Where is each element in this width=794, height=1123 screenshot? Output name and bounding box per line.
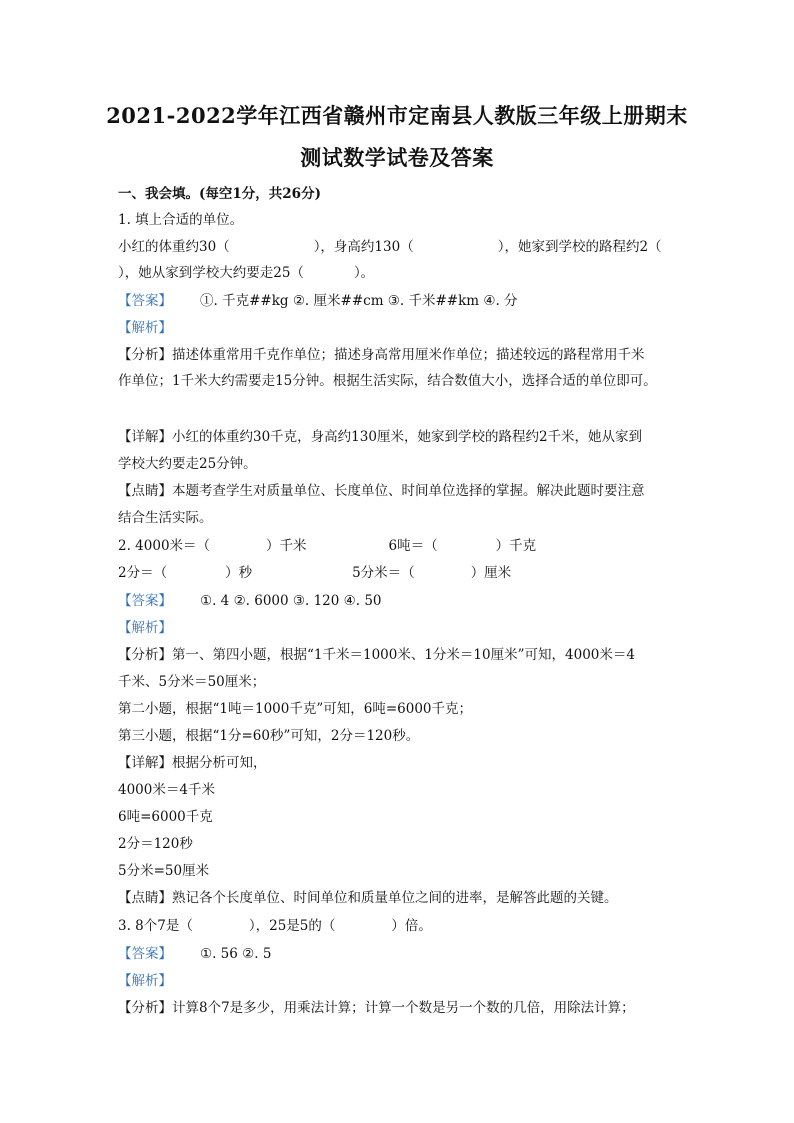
q2-result-2: 6吨=6000千克 <box>118 809 213 825</box>
q3-text: ）倍。 <box>391 918 432 934</box>
q1-analysis-line-1: 【分析】描述体重常用千克作单位；描述身高常用厘米作单位；描述较远的路程常用千米 <box>118 347 645 363</box>
q1-text: ），她从家到学校大约要走25（ <box>118 265 304 281</box>
document-title-line-2: 测试数学试卷及答案 <box>300 145 494 170</box>
q2-text: ）千克 <box>495 538 537 554</box>
q2-text: 5分米＝（ <box>352 565 415 581</box>
q1-line-2 <box>118 261 374 281</box>
analysis-tag: 【解析】 <box>118 973 172 989</box>
q3-text: 3. 8个7是（ <box>118 918 193 934</box>
q2-text: 6吨＝（ <box>388 538 438 554</box>
q1-detail-line-2: 学校大约要走25分钟。 <box>118 456 257 472</box>
q1-text: ），身高约130（ <box>313 239 414 255</box>
q2-result-3: 2分＝120秒 <box>118 836 193 852</box>
analysis-tag: 【解析】 <box>118 620 172 636</box>
q1-answer-row <box>118 289 518 309</box>
q1-detail-line-1: 【详解】小红的体重约30千克，身高约130厘米，她家到学校的路程约2千米，她从家到 <box>118 429 643 445</box>
q2-text: ）秒 <box>225 565 253 581</box>
q2-detail-heading: 【详解】根据分析可知， <box>118 755 267 771</box>
q2-text: ）千米 <box>266 538 307 554</box>
q1-comment-line-2: 结合生活实际。 <box>118 510 213 526</box>
q1-line-1 <box>118 235 662 255</box>
q1-analysis-line-2: 作单位；1千米大约需要走15分钟。根据生活实际，结合数值大小，选择合适的单位即可。 <box>118 373 657 389</box>
q3-text: ），25是5的（ <box>248 918 336 934</box>
section-heading: 一、我会填。(每空1分，共26分) <box>118 186 321 202</box>
q2-analysis-line-3: 第二小题，根据“1吨＝1000千克”可知，6吨=6000千克； <box>118 701 473 717</box>
q2-text: 2分＝（ <box>118 565 168 581</box>
q2-result-1: 4000米＝4千米 <box>118 782 215 798</box>
q1-stem: 1. 填上合适的单位。 <box>118 212 244 228</box>
q2-text: ）厘米 <box>470 565 512 581</box>
q2-analysis-line-2: 千米、5分米＝50厘米； <box>118 674 266 690</box>
q2-answer: ①. 4 ②. 6000 ③. 120 ④. 50 <box>200 593 382 609</box>
q3-answer-row <box>118 942 271 962</box>
q2-line-2 <box>118 561 511 581</box>
q2-line-1 <box>118 534 536 554</box>
q1-comment-line-1: 【点睛】本题考查学生对质量单位、长度单位、时间单位选择的掌握。解决此题时要注意 <box>118 483 645 499</box>
q2-result-4: 5分米=50厘米 <box>118 863 210 879</box>
q1-text: 小红的体重约30（ <box>118 239 230 255</box>
q2-analysis-line-4: 第三小题，根据“1分=60秒”可知，2分＝120秒。 <box>118 728 420 744</box>
answer-tag: 【答案】 <box>118 946 172 962</box>
q2-analysis-line-1: 【分析】第一、第四小题，根据“1千米＝1000米、1分米＝10厘米”可知，4000米＝4 <box>118 647 635 663</box>
q1-text: ），她家到学校的路程约2（ <box>497 239 662 255</box>
q3-line-1 <box>118 914 432 934</box>
q1-text: ）。 <box>353 265 375 281</box>
answer-tag: 【答案】 <box>118 293 172 309</box>
q3-analysis-line-1: 【分析】计算8个7是多少，用乘法计算；计算一个数是另一个数的几倍，用除法计算； <box>118 1000 635 1016</box>
q2-comment: 【点睛】熟记各个长度单位、时间单位和质量单位之间的进率，是解答此题的关键。 <box>118 890 618 906</box>
q1-answer: ①. 千克##kg ②. 厘米##cm ③. 千米##km ④. 分 <box>200 293 518 309</box>
document-title-line-1: 2021-2022学年江西省赣州市定南县人教版三年级上册期末 <box>106 103 688 128</box>
q2-answer-row <box>118 589 382 609</box>
q2-text: 2. 4000米＝（ <box>118 538 211 554</box>
answer-tag: 【答案】 <box>118 593 172 609</box>
analysis-tag: 【解析】 <box>118 320 172 336</box>
q3-answer: ①. 56 ②. 5 <box>200 946 272 962</box>
